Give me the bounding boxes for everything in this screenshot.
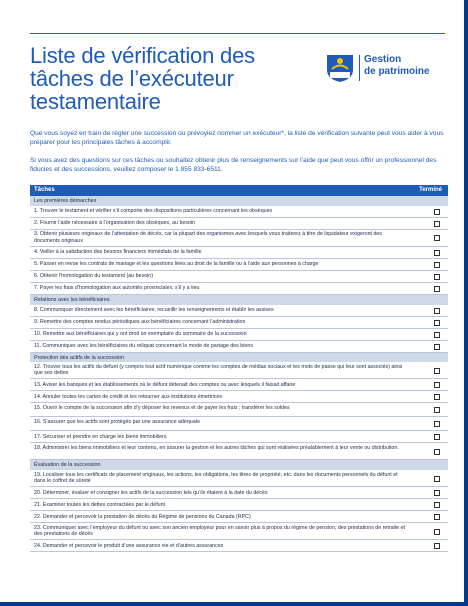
table-row (30, 230, 448, 247)
task-text: 16. S’assurer que les actifs sont protégés par une assurance adéquate (34, 418, 201, 425)
rbc-shield-icon (326, 53, 354, 83)
done-checkbox[interactable] (434, 529, 440, 535)
rbc-logo (326, 53, 446, 85)
done-checkbox[interactable] (434, 421, 440, 427)
section-title: Relations avec les bénéficiaires (34, 296, 110, 303)
task-text: 7. Payer les frais d’homologation aux autorités provinciales, s’il y a lieu (34, 285, 200, 292)
table-body (30, 196, 448, 552)
section-title: Évaluation de la succession (34, 462, 101, 469)
table-row (30, 443, 448, 460)
task-text: 14. Annuler toutes les cartes de crédit et les retourner aux institutions émettrices (34, 393, 223, 400)
table-row (30, 511, 448, 523)
table-row (30, 317, 448, 329)
task-text: 12. Trouver tous les actifs du défunt (y compris tout actif numérique comme les comptes de médias sociaux et les mots de passe qui leur sont associés) ainsi que ses dettes (34, 363, 403, 377)
done-checkbox[interactable] (434, 407, 440, 413)
table-row (30, 283, 448, 295)
table-row (30, 417, 448, 431)
task-text: 11. Communiquer avec les bénéficiaires du reliquat concernant le mode de partage des biens (34, 343, 253, 350)
section-title: Protection des actifs de la succession (34, 354, 124, 361)
table-row (30, 499, 448, 511)
table-row (30, 362, 448, 379)
done-checkbox[interactable] (434, 368, 440, 374)
section-header (30, 196, 448, 206)
task-text: 4. Veiller à la satisfaction des besoins financiers immédiats de la famille (34, 249, 202, 256)
task-text: 19. Localiser tous les certificats de placement originaux, les actions, les obligations, les titres de propriété, etc. dans les documents personnels du défunt et dans le coffret de sûreté (34, 471, 398, 485)
task-text: 17. Sécuriser et prendre en charge les biens immobiliers (34, 433, 167, 440)
done-checkbox[interactable] (434, 235, 440, 241)
title-line: testamentaire (30, 89, 161, 114)
table-header (30, 185, 448, 196)
task-text: 8. Communiquer directement avec les bénéficiaires, recueillir les renseignements et établir les assises (34, 307, 274, 314)
table-row (30, 403, 448, 417)
done-checkbox[interactable] (434, 543, 440, 549)
task-text: 9. Remettre des comptes rendus périodiques aux bénéficiaires concernant l’administration (34, 319, 246, 326)
task-text: 5. Passer en revue les contrats de mariage et les questions liées au droit de la famille ou à l’aide aux personnes à charge (34, 261, 319, 268)
section-header (30, 460, 448, 470)
task-text: 21. Examiner toutes les dettes contractées par le défunt (34, 501, 166, 508)
done-checkbox[interactable] (434, 320, 440, 326)
task-text: 24. Demander et percevoir le produit d’une assurance vie et d’autres assurances (34, 542, 224, 549)
table-row (30, 487, 448, 499)
done-checkbox[interactable] (434, 221, 440, 227)
table-row (30, 305, 448, 317)
table-row (30, 341, 448, 353)
column-header-done: Terminé (419, 187, 442, 193)
task-text: 10. Remettre aux bénéficiaires qui y ont droit un exemplaire du sommaire de la succession (34, 331, 247, 338)
task-text: 6. Obtenir l’homologation du testament (au besoin) (34, 273, 153, 280)
done-checkbox[interactable] (434, 490, 440, 496)
table-row (30, 391, 448, 403)
top-rule (30, 33, 445, 34)
done-checkbox[interactable] (434, 476, 440, 482)
table-row (30, 540, 448, 552)
task-text: 1. Trouver le testament et vérifier s’il comporte des dispositions particulières concernant les obsèques (34, 208, 273, 215)
done-checkbox[interactable] (434, 332, 440, 338)
table-row (30, 206, 448, 218)
section-title: Les premières démarches (34, 198, 97, 204)
section-header (30, 353, 448, 363)
table-row (30, 379, 448, 391)
task-text: 2. Fournir l’aide nécessaire à l’organisation des obsèques, au besoin (34, 220, 196, 227)
done-checkbox[interactable] (434, 308, 440, 314)
table-row (30, 431, 448, 443)
table-row (30, 271, 448, 283)
done-checkbox[interactable] (434, 262, 440, 268)
task-text: 3. Obtenir plusieurs originaux de l’attestation de décès, car la plupart des organismes avec lesquels vous traiterez à titre de liquidateur exigeront des documents originaux (34, 231, 383, 244)
done-checkbox[interactable] (434, 449, 440, 455)
task-text: 18. Administrer les biens immobiliers et leur contenu, en assurer la gestion et les autres tâches qui sont réalisées préalablement à leur vente ou distribution. (34, 444, 399, 451)
done-checkbox[interactable] (434, 394, 440, 400)
done-checkbox[interactable] (434, 274, 440, 280)
task-text: 23. Communiquer avec l’employeur du défunt ou avec son ancien employeur pour en savoir plus à propos du régime de pension, des prestations de retraite et des prestations de décès (34, 524, 405, 538)
table-row (30, 329, 448, 341)
done-checkbox[interactable] (434, 209, 440, 215)
task-text: 15. Ouvrir le compte de la succession afin d’y déposer les revenus et de payer les frais ; transférer les soldes (34, 404, 290, 411)
intro-paragraph-2: Si vous avez des questions sur ces tâches ou souhaitez obtenir plus de renseignements sur l’aide que peut vous offrir un professionnel des fiducies et des successions, veuillez composer le 1 855 833-6511. (30, 157, 437, 174)
done-checkbox[interactable] (434, 382, 440, 388)
done-checkbox[interactable] (434, 344, 440, 350)
done-checkbox[interactable] (434, 434, 440, 440)
table-row (30, 523, 448, 540)
logo-line: Gestion (364, 54, 402, 65)
done-checkbox[interactable] (434, 286, 440, 292)
task-text: 20. Déterminer, évaluer et consigner les actifs de la succession tels qu’ils étaient à la date du décès (34, 489, 268, 496)
page-title (30, 44, 290, 113)
task-text: 13. Aviser les banques et les établissements où le défunt détenait des comptes ou avec lesquels il faisait affaire (34, 381, 296, 388)
section-header (30, 295, 448, 305)
title-line: Liste de vérification des (30, 43, 255, 68)
task-text: 22. Demander et percevoir la prestation de décès du Régime de pensions du Canada (RPC) (34, 513, 251, 520)
table-row (30, 470, 448, 487)
task-table (30, 185, 448, 552)
table-row (30, 259, 448, 271)
title-line: tâches de l’exécuteur (30, 66, 234, 91)
done-checkbox[interactable] (434, 250, 440, 256)
done-checkbox[interactable] (434, 502, 440, 508)
logo-text (364, 54, 430, 78)
column-header-task: Tâches (34, 187, 55, 193)
table-row (30, 218, 448, 230)
intro-paragraph-1: Que vous soyez en train de régler une succession ou prévoyiez nommer un exécuteur*, la liste de vérification suivante peut vous aider à vous préparer pour les principales tâches à accomplir. (30, 130, 444, 147)
done-checkbox[interactable] (434, 514, 440, 520)
table-row (30, 247, 448, 259)
logo-line: de patrimoine (364, 66, 430, 77)
logo-separator (359, 55, 360, 81)
